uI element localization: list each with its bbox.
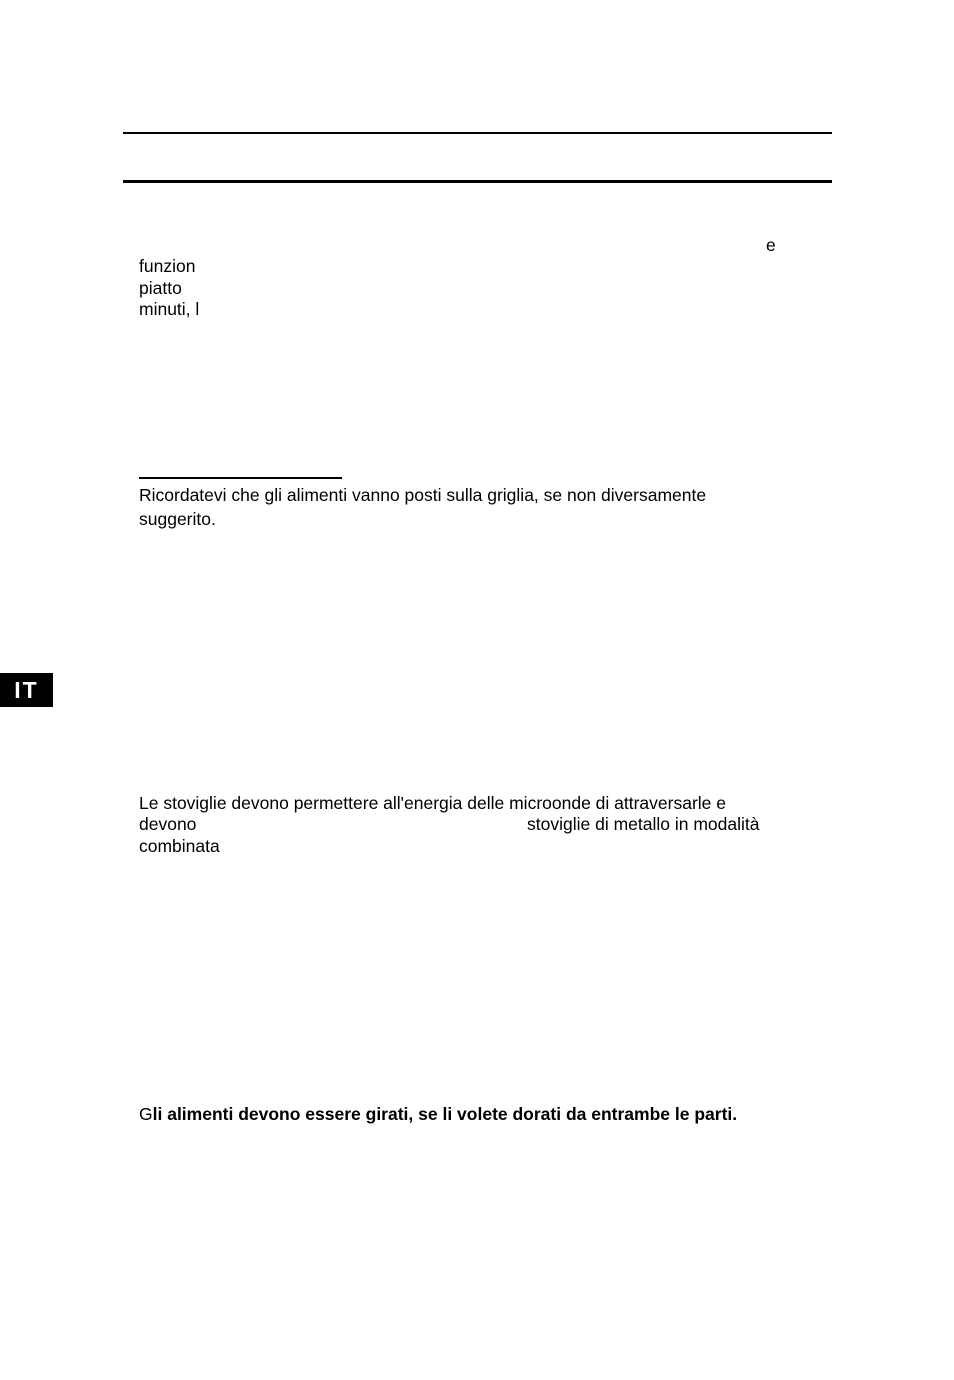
block4-first-letter: G (139, 1104, 153, 1124)
block3-line2-start: devono (139, 814, 197, 834)
block1-line2: funzion (139, 256, 196, 276)
language-tab: IT (0, 673, 53, 707)
block4-sentence (139, 1104, 737, 1125)
block3-line1: Le stoviglie devono permettere all'energia delle microonde di attraversarle e (139, 793, 727, 813)
block1-line1-end: e (766, 235, 776, 255)
block2-line2: suggerito. (139, 509, 216, 529)
block1-line3: piatto (139, 278, 182, 298)
header-bottom-rule (123, 180, 832, 183)
block3-line2-end: stoviglie di metallo in modalità (527, 814, 760, 834)
block2-line1: Ricordatevi che gli alimenti vanno posti sulla griglia, se non diversamente (139, 485, 707, 505)
header-top-rule (123, 132, 832, 134)
block3-line3: combinata (139, 836, 220, 856)
block4-rest: li alimenti devono essere girati, se li volete dorati da entrambe le parti. (152, 1104, 738, 1124)
section-underline (139, 477, 342, 479)
block1-line4: minuti, l (139, 299, 200, 319)
